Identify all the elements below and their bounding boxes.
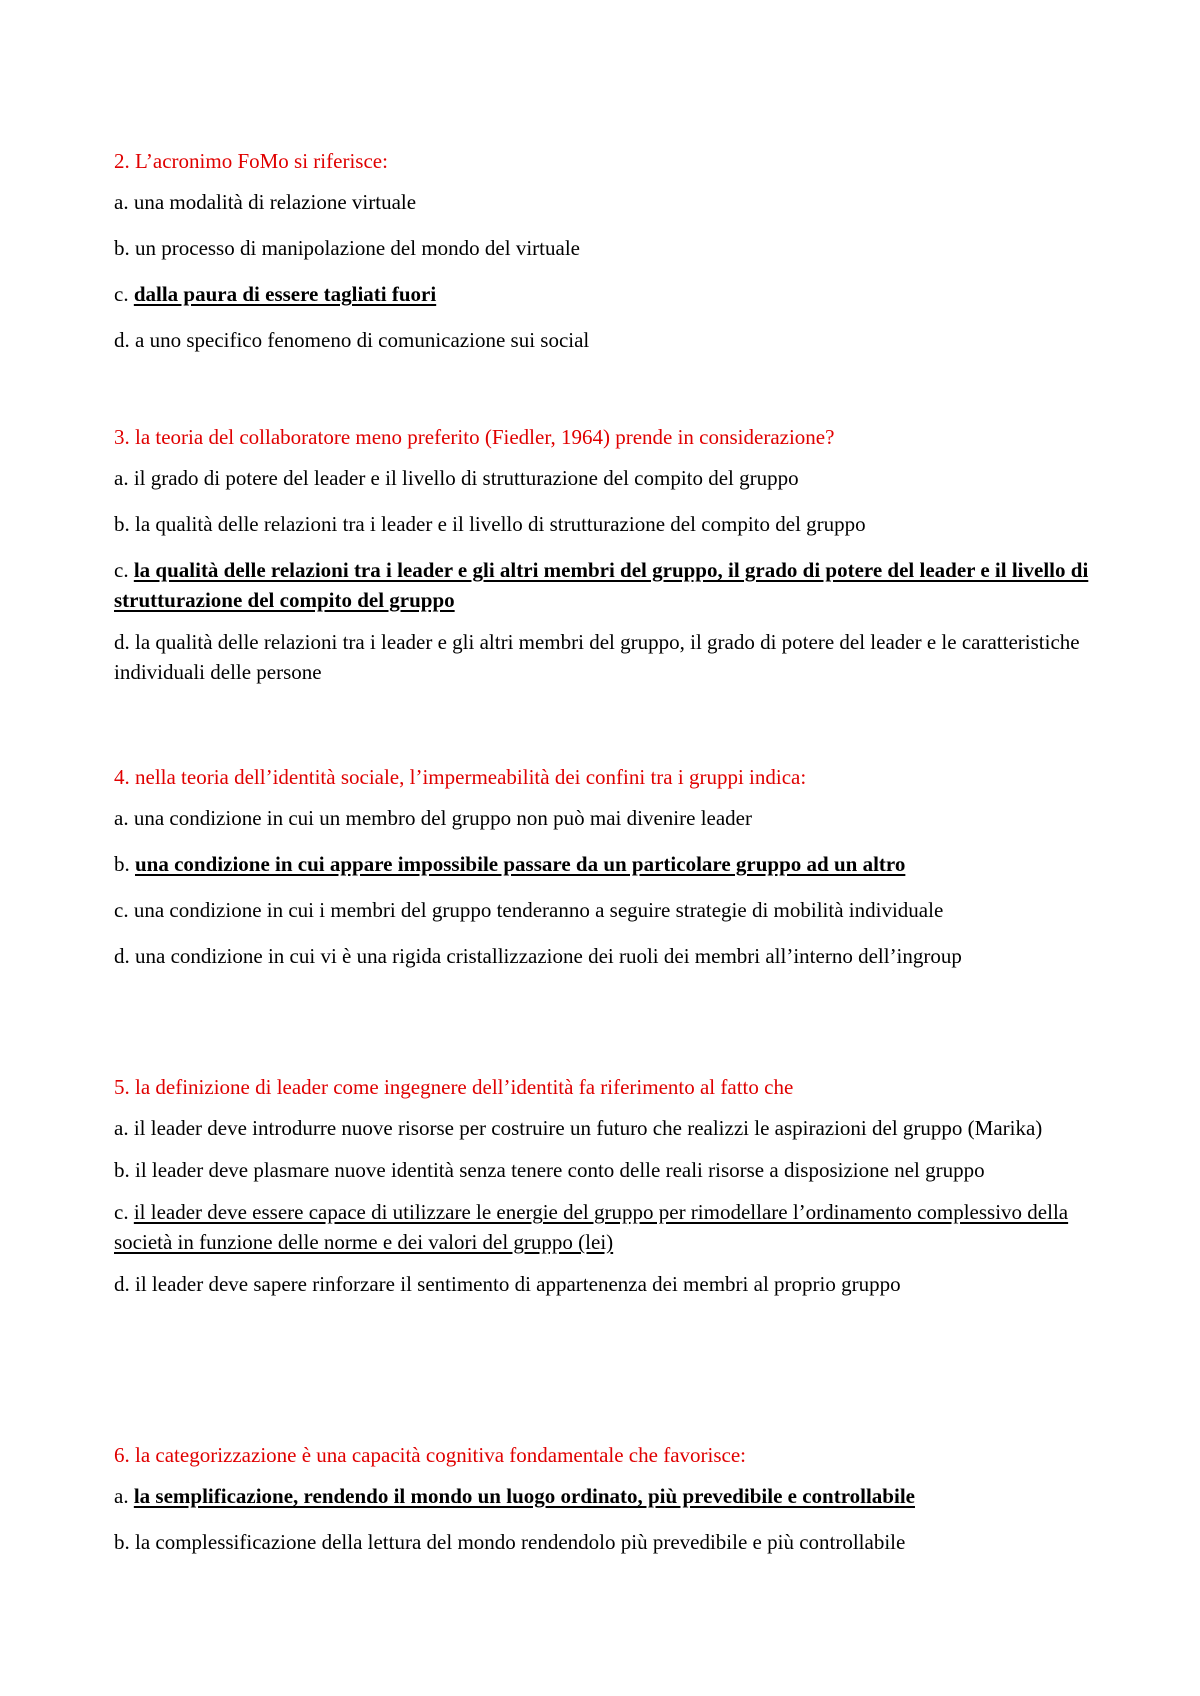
option-a	[114, 1113, 1104, 1143]
option-text: la qualità delle relazioni tra i leader e il livello di strutturazione del compito del gruppo	[135, 512, 866, 536]
option-letter: b.	[114, 512, 130, 536]
option-letter: c.	[114, 558, 129, 582]
option-text: una condizione in cui i membri del gruppo tenderanno a seguire strategie di mobilità individuale	[133, 898, 944, 922]
option-a-correct	[114, 1481, 1104, 1511]
option-text: una condizione in cui vi è una rigida cristallizzazione dei ruoli dei membri all’interno dell’ingroup	[135, 944, 962, 968]
option-d	[114, 941, 1104, 971]
correct-answer-text: la qualità delle relazioni tra i leader e gli altri membri del gruppo, il grado di potere del leader e il livello di strutturazione del compito del gruppo	[114, 558, 1089, 612]
option-b	[114, 233, 1104, 263]
option-d	[114, 1269, 1104, 1299]
option-b-correct	[114, 849, 1104, 879]
option-letter: b.	[114, 1158, 130, 1182]
question-block-2	[114, 146, 1104, 371]
option-b	[114, 509, 1104, 539]
option-letter: d.	[114, 1272, 130, 1296]
option-c-underlined	[114, 1197, 1104, 1257]
option-a	[114, 463, 1104, 493]
question-text: 5. la definizione di leader come ingegnere dell’identità fa riferimento al fatto che	[114, 1075, 794, 1099]
option-b	[114, 1527, 1104, 1557]
option-a	[114, 803, 1104, 833]
option-text: la complessificazione della lettura del mondo rendendolo più prevedibile e più controllabile	[135, 1530, 906, 1554]
option-letter: c.	[114, 1200, 129, 1224]
option-d	[114, 627, 1104, 687]
question-block-3	[114, 422, 1104, 703]
option-text: a uno specifico fenomeno di comunicazione sui social	[135, 328, 590, 352]
option-d	[114, 325, 1104, 355]
question-block-4	[114, 762, 1104, 987]
question-text: 4. nella teoria dell’identità sociale, l’impermeabilità dei confini tra i gruppi indica:	[114, 765, 807, 789]
correct-answer-text: una condizione in cui appare impossibile passare da un particolare gruppo ad un altro	[135, 852, 906, 876]
option-text: il leader deve plasmare nuove identità senza tenere conto delle reali risorse a disposizione nel gruppo	[135, 1158, 985, 1182]
correct-answer-text: dalla paura di essere tagliati fuori	[133, 282, 437, 306]
option-c-correct	[114, 279, 1104, 309]
question-text: 6. la categorizzazione è una capacità cognitiva fondamentale che favorisce:	[114, 1443, 746, 1467]
option-text: il leader deve sapere rinforzare il sentimento di appartenenza dei membri al proprio gruppo	[135, 1272, 901, 1296]
option-text: una modalità di relazione virtuale	[133, 190, 417, 214]
option-text: un processo di manipolazione del mondo del virtuale	[135, 236, 580, 260]
question-text: 2. L’acronimo FoMo si riferisce:	[114, 149, 388, 173]
question-text: 3. la teoria del collaboratore meno preferito (Fiedler, 1964) prende in considerazione?	[114, 425, 835, 449]
option-text: una condizione in cui un membro del gruppo non può mai divenire leader	[133, 806, 752, 830]
option-text: il leader deve introdurre nuove risorse per costruire un futuro che realizzi le aspirazioni del gruppo (Marika)	[133, 1116, 1043, 1140]
option-letter: b.	[114, 852, 130, 876]
option-text: il grado di potere del leader e il livello di strutturazione del compito del gruppo	[133, 466, 799, 490]
option-letter: a.	[114, 806, 129, 830]
option-c-correct	[114, 555, 1104, 615]
option-letter: c.	[114, 898, 129, 922]
option-letter: a.	[114, 466, 129, 490]
option-letter: a.	[114, 190, 129, 214]
option-letter: a.	[114, 1116, 129, 1140]
option-letter: d.	[114, 630, 130, 654]
option-letter: a.	[114, 1484, 129, 1508]
question-block-5	[114, 1072, 1104, 1315]
option-letter: b.	[114, 1530, 130, 1554]
question-block-6	[114, 1440, 1104, 1573]
option-a	[114, 187, 1104, 217]
option-text: la qualità delle relazioni tra i leader e gli altri membri del gruppo, il grado di potere del leader e le caratteristiche individuali delle persone	[114, 630, 1080, 684]
option-b	[114, 1155, 1104, 1185]
option-letter: d.	[114, 944, 130, 968]
option-c	[114, 895, 1104, 925]
option-letter: b.	[114, 236, 130, 260]
underlined-answer-text: il leader deve essere capace di utilizzare le energie del gruppo per rimodellare l’ordinamento complessivo della società in funzione delle norme e dei valori del gruppo (lei)	[114, 1200, 1069, 1254]
option-letter: d.	[114, 328, 130, 352]
correct-answer-text: la semplificazione, rendendo il mondo un luogo ordinato, più prevedibile e controllabile	[133, 1484, 915, 1508]
option-letter: c.	[114, 282, 129, 306]
